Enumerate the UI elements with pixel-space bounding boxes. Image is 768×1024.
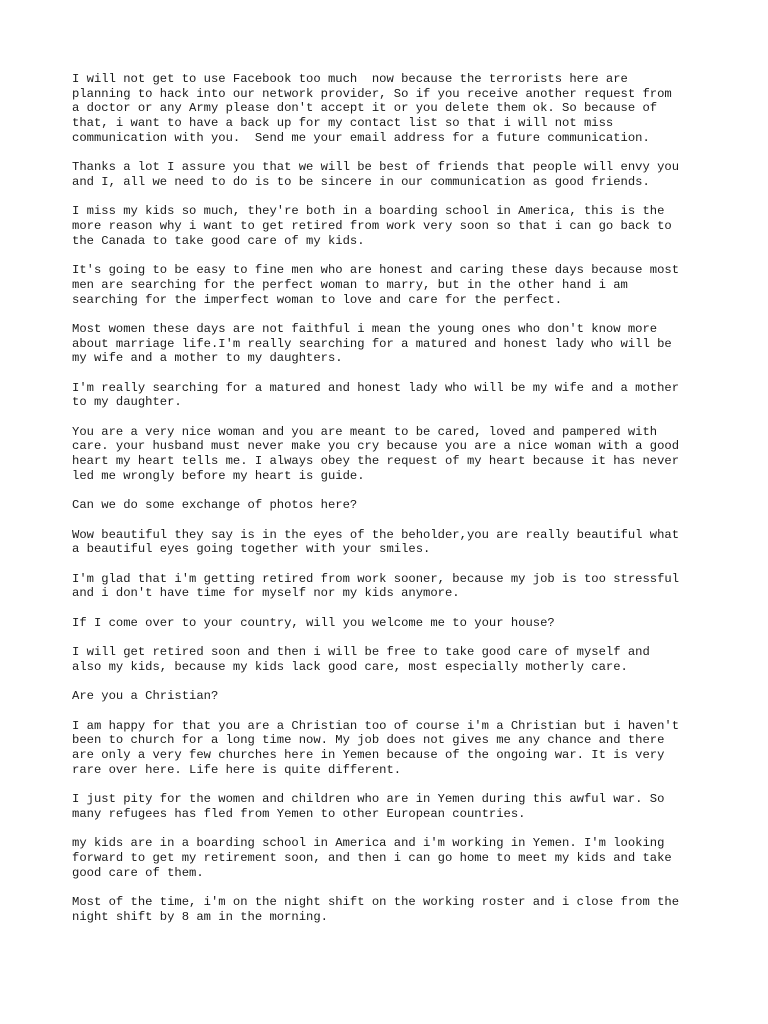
paragraph: Most of the time, i'm on the night shift on the working roster and i close from the night shift by 8 am in the morning.: [72, 895, 680, 924]
paragraph: I will not get to use Facebook too much now because the terrorists here are planning to hack into our network provider, So if you receive another request from a doctor or any Army please don't accept it or you delete them ok. So because of that, i want to have a back up for my contact list so that i will not miss communication with you. Send me your email address for a future communication.: [72, 72, 672, 145]
paragraph: It's going to be easy to fine men who are honest and caring these days because most men are searching for the perfect woman to marry, but in the other hand i am searching for the imperfect woman to love and care for the perfect.: [72, 263, 680, 307]
paragraph: If I come over to your country, will you welcome me to your house?: [72, 615, 555, 630]
paragraph: Wow beautiful they say is in the eyes of the beholder,you are really beautiful what a beautiful eyes going together with your smiles.: [72, 527, 680, 557]
paragraph: Most women these days are not faithful i mean the young ones who don't know more about marriage life.I'm really searching for a matured and honest lady who will be my wife and a mother to my daughters.: [72, 321, 672, 366]
paragraph: I am happy for that you are a Christian too of course i'm a Christian but i haven't been to church for a long time now. My job does not gives me any chance and there are only a very few churches here in Yemen because of the ongoing war. It is very rare over here. Life here is quite different.: [72, 718, 680, 777]
paragraph: I'm glad that i'm getting retired from work sooner, because my job is too stressful and i don't have time for myself nor my kids anymore.: [72, 571, 680, 601]
paragraph: I just pity for the women and children who are in Yemen during this awful war. So many refugees has fled from Yemen to other European countries.: [72, 792, 665, 821]
paragraph: Are you a Christian?: [72, 689, 219, 704]
document-page: [72, 72, 712, 939]
paragraph: Thanks a lot I assure you that we will be best of friends that people will envy you and I, all we need to do is to be sincere in our communication as good friends.: [72, 160, 680, 189]
paragraph: I will get retired soon and then i will be free to take good care of myself and also my kids, because my kids lack good care, most especially motherly care.: [72, 645, 650, 674]
paragraph: my kids are in a boarding school in America and i'm working in Yemen. I'm looking forward to get my retirement soon, and then i can go home to meet my kids and take good care of them.: [72, 836, 672, 880]
paragraph: You are a very nice woman and you are meant to be cared, loved and pampered with care. your husband must never make you cry because you are a nice woman with a good heart my heart tells me. I always obey the request of my heart because it has never led me wrongly before my heart is guide.: [72, 424, 680, 483]
paragraph: I'm really searching for a matured and honest lady who will be my wife and a mother to my daughter.: [72, 380, 680, 410]
paragraph: I miss my kids so much, they're both in a boarding school in America, this is the more reason why i want to get retired from work very soon so that i can go back to the Canada to take good care of my kids.: [72, 204, 672, 248]
paragraph: Can we do some exchange of photos here?: [72, 498, 358, 513]
